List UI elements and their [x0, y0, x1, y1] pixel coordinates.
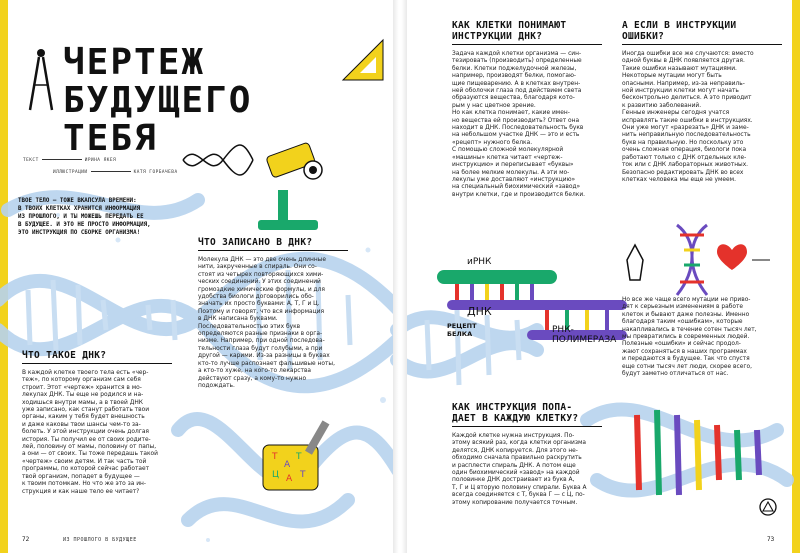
magnified-dna-illustration: [258, 430, 338, 500]
magazine-logo-icon: [759, 498, 777, 516]
section-useful-mutations: [622, 297, 782, 378]
section-body: Молекула ДНК — это две очень длинные нити, закрученные в спираль. Они со- стоят из четырех повторяющихся хими- ческих соединений. У этих соединений громоздкие химические формулы, и для удобства биологи договорились обо- значать их просто буквами: А, Т, Г и Ц. Поэтому и говорят, что вся информация в ДНК написана буквами. Последовательностью этих букв определяются разные признаки в орга- низме. Например, при одной последова- тельности глаза будут голубыми, а при другой — карими. Из-за разницы в буквах кто-то лучше распознает фальшивые ноты, а кто-то хуже, на кого-то лекарства действуют сразу, а кому-то нужно подождать.: [198, 257, 335, 389]
section-body: Задача каждой клетки организма — син- тезировать (производить) определенные белки. Клетки поджелудочной железы, например, производят белки, помогаю- щие пищеварению. А в клетках внутрен- ней оболочки глаза под действием света образуются вещества, благодаря кото- рым у нас цветное зрение. Но как клетка понимает, какие имен- но вещества ей производить? Ответ она находит в ДНК. Последовательность букв на небольшом участке ДНК — это и есть «рецепт» нужного белка. С помощью сложной молекулярной «машины» клетка читает «чертеж- инструкцию» и переписывает «буквы» на более мелкие молекулы. А эти мо- лекулы уже доставляют «инструкцию» на специальный биохимический «завод» внутри клетки, где и производится белки.: [452, 51, 586, 198]
gutter: [393, 0, 407, 553]
section-body: Но все же чаще всего мутации не приво- дят к серьезным изменениям в работе клеток и бывают даже полезны. Именно благодаря таким «ошибкам», которые накапливались в течение сотен тысяч лет, мы превратились в современных людей. Полезные «ошибки» и сейчас продол- жают сохраняться в наших программах и передаются в будущее. Так что спустя еще сотни тысяч лет люди, скорее всего, будут заметно отличаться от нас.: [622, 297, 757, 378]
protein-recipe-label: РЕЦЕПТ БЕЛКА: [447, 322, 477, 338]
polymerase-label: РНК-ПОЛИМЕРАЗА: [552, 325, 617, 345]
page-number: 73: [767, 536, 775, 543]
magnifier-icon: [258, 430, 338, 500]
page-title: ЧЕРТЕЖ БУДУЩЕГО ТЕБЯ: [63, 42, 253, 159]
dna-label: ДНК: [467, 305, 492, 318]
lead-paragraph: ТВОЕ ТЕЛО — ТОЖЕ ВКАПСУЛА ВРЕМЕНИ: В ТВОИХ КЛЕТКАХ ХРАНИТСЯ ИНФОРМАЦИЯ ИЗ ПРОШЛОГО, И ТЫ МОЖЕШЬ ПЕРЕДАТЬ ЕЕ В БУДУЩЕЕ. И ЭТО НЕ ПРОСТО ИНФОРМАЦИЯ, ЭТО ИНСТРУКЦИЯ ПО СБОРКЕ ОРГАНИЗМА!: [18, 198, 151, 236]
microscope-illustration: [248, 140, 338, 240]
section-heading: ЧТО ЗАПИСАНО В ДНК?: [198, 237, 313, 248]
section-what-is-dna: [22, 350, 172, 496]
section-how-instruction-reaches-cell: [452, 402, 602, 507]
left-page: [8, 0, 393, 553]
section-body: Каждой клетке нужна инструкция. По- этому всякий раз, когда клетки организма делятся, ДНК копируется. Для этого не- обходимо сначала правильно раскрутить и расплести спираль ДНК. А потом еще один биохимический «завод» на каждой половинке ДНК достраивает из букв А, Т, Г и Ц вторую половину спирали. Буква А всегда соединяется с Т, буква Г — с Ц, по- этому копирование получается точным.: [452, 433, 587, 506]
section-what-if-errors: [622, 20, 782, 184]
section-how-cells-understand: [452, 20, 602, 199]
section-body: Иногда ошибки все же случаются: вместо одной буквы в ДНК появляется другая. Такие ошибки называют мутациями. Некоторые мутации могут быть опасными. Например, из-за неправиль- ной инструкции клетки могут начать бесконтрольно делиться. А это приводит к развитию заболеваний. Генные инженеры сегодня учатся исправлять такие ошибки в инструкциях. Они уже могут «разрезать» ДНК и заме- нить неправильную последовательность букв на правильную. Но поскольку это очень сложная операция, биологи пока работают только с ДНК отдельных кле- ток или с ДНК лабораторных животных. Безопасно редактировать ДНК во всех клетках человека мы еще не умеем.: [622, 51, 754, 183]
footer-section-title: ИЗ ПРОШЛОГО В БУДУЩЕЕ: [63, 537, 137, 543]
section-body: В каждой клетке твоего тела есть «чер- теж», по которому организм сам себя строит. Этот «чертеж» хранится в мо- лекулах ДНК. Ты еще не родился и на- ходишься внутри мамы, а в твоей ДНК уже записано, как станут работать твои органы, каким у тебя будет внешность и даже каковы твои шансы чем-то за- болеть. У этой инструкции очень долгая история. Ты получил ее от своих родите- лей, половину от мамы, половину от папы, а они — от своих. Ты тоже передашь такой «чертеж» своим детям. И так часть той программы, по которой сейчас работает твой организм, попадет в будущее — к твоим потомкам. Но что же это за ин- струкция и как наше тело ее читает?: [22, 370, 158, 495]
compass-icon: [26, 45, 56, 115]
mutation-illustration: [622, 220, 772, 300]
illustrations-credit: ИЛЛЮСТРАЦИИ КАТЯ ГОРБАЧЕВА: [53, 170, 178, 175]
dna-letter: Т: [300, 470, 306, 480]
dna-letter: А: [286, 474, 293, 484]
section-what-in-dna: [198, 237, 348, 390]
page-number: 72: [22, 536, 30, 543]
text-credit: ТЕКСТ ИРИНА ЯКЕЯ: [23, 158, 117, 163]
dna-letter: Ц: [272, 470, 279, 480]
section-heading: ЧТО ТАКОЕ ДНК?: [22, 350, 107, 361]
section-heading: КАК ИНСТРУКЦИЯ ПОПА- ДАЕТ В КАЖДУЮ КЛЕТКУ?: [452, 402, 579, 424]
dna-strand-icon: [183, 140, 253, 180]
dna-letter: Т: [272, 452, 278, 462]
rna-strand-graphic: [427, 255, 637, 375]
section-heading: КАК КЛЕТКИ ПОНИМАЮТ ИНСТРУКЦИИ ДНК?: [452, 20, 567, 42]
right-page: [407, 0, 792, 553]
mrna-label: иРНК: [467, 257, 492, 267]
dna-letter: Т: [296, 452, 302, 462]
section-heading: А ЕСЛИ В ИНСТРУКЦИИ ОШИБКИ?: [622, 20, 737, 42]
transcription-diagram: [427, 255, 637, 375]
dna-letter: А: [284, 460, 291, 470]
